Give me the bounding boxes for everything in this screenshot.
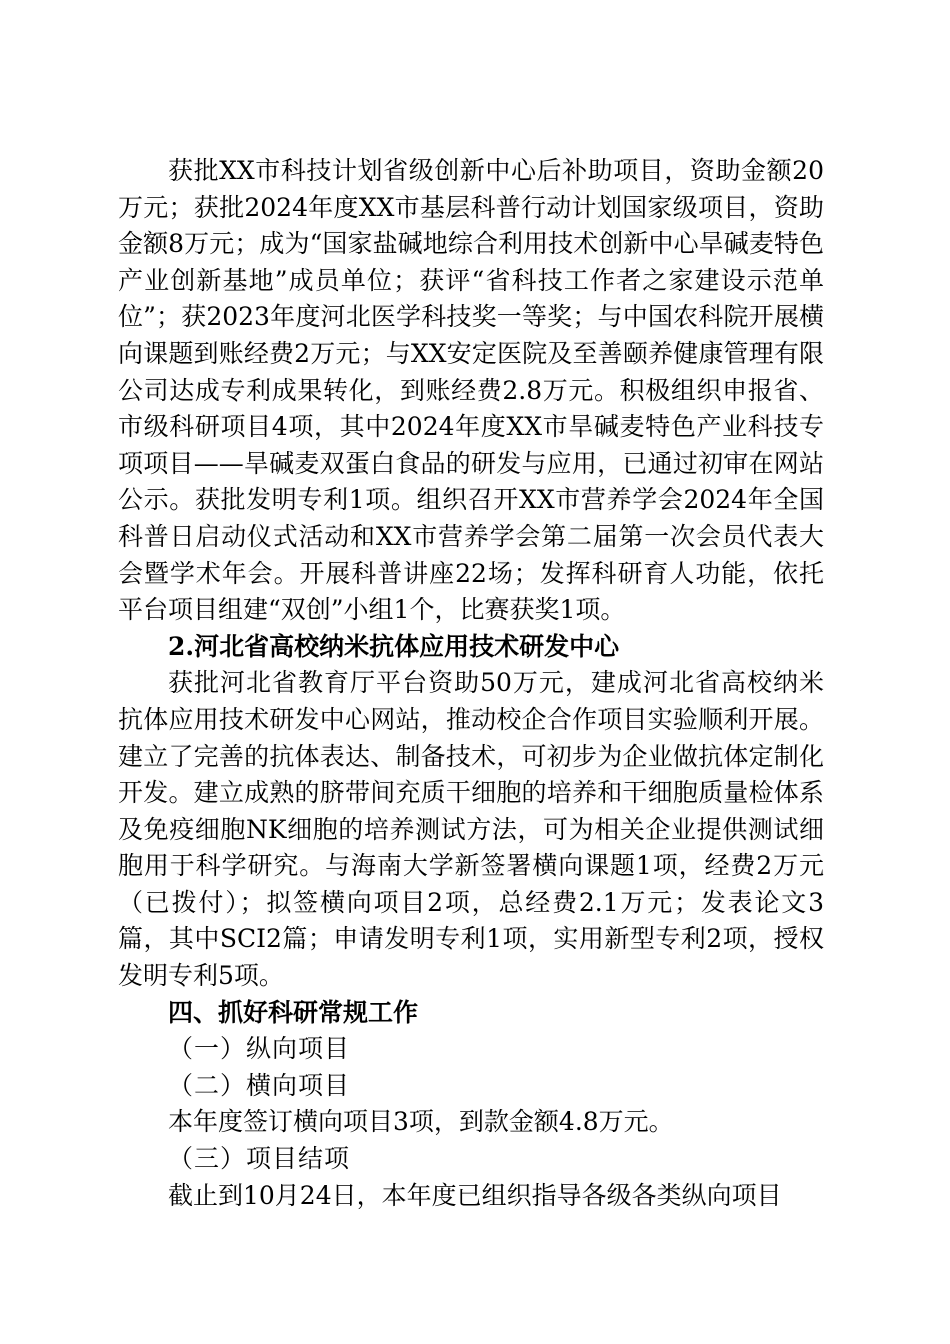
paragraph-nanobody-achievements: 获批河北省教育厅平台资助50万元，建成河北省高校纳米抗体应用技术研发中心网站，推动校企合作项目实验顺利开展。建立了完善的抗体表达、制备技术，可初步为企业做抗体定制化开发。建立成熟的脐带间充质干细胞的培养和干细胞质量检体系及免疫细胞NK细胞的培养测试方法，可为相关企业提供测试细胞用于科学研究。与海南大学新签署横向课题1项，经费2万元（已拨付）；拟签横向项目2项，总经费2.1万元；发表论文3篇，其中SCI2篇；申请发明专利1项，实用新型专利2项，授权发明专利5项。 <box>118 668 824 991</box>
paragraph-platform-achievements: 获批XX市科技计划省级创新中心后补助项目，资助金额20万元；获批2024年度XX市基层科普行动计划国家级项目，资助金额8万元；成为“国家盐碱地综合利用技术创新中心旱碱麦特色产业创新基地”成员单位；获评“省科技工作者之家建设示范单位”；获2023年度河北医学科技奖一等奖；与中国农科院开展横向课题到账经费2万元；与XX安定医院及至善颐养健康管理有限公司达成专利成果转化，到账经费2.8万元。积极组织申报省、市级科研项目4项，其中2024年度XX市旱碱麦特色产业科技专项项目——旱碱麦双蛋白食品的研发与应用，已通过初审在网站公示。获批发明专利1项。组织召开XX市营养学会2024年全国科普日启动仪式活动和XX市营养学会第二届第一次会员代表大会暨学术年会。开展科普讲座22场；发挥科研育人功能，依托平台项目组建“双创”小组1个，比赛获奖1项。 <box>118 156 824 625</box>
heading-nanobody-center: 2.河北省高校纳米抗体应用技术研发中心 <box>168 631 620 661</box>
subheading-project-completion: （三）项目结项 <box>168 1144 351 1174</box>
document-page <box>118 153 824 1214</box>
paragraph-horizontal-projects: 本年度签订横向项目3项，到款金额4.8万元。 <box>168 1107 674 1137</box>
subheading-horizontal-projects: （二）横向项目 <box>168 1070 351 1100</box>
paragraph-project-completion: 截止到10月24日，本年度已组织指导各级各类纵向项目 <box>168 1180 782 1210</box>
heading-research-routine: 四、抓好科研常规工作 <box>168 997 419 1027</box>
subheading-vertical-projects: （一）纵向项目 <box>168 1034 351 1064</box>
